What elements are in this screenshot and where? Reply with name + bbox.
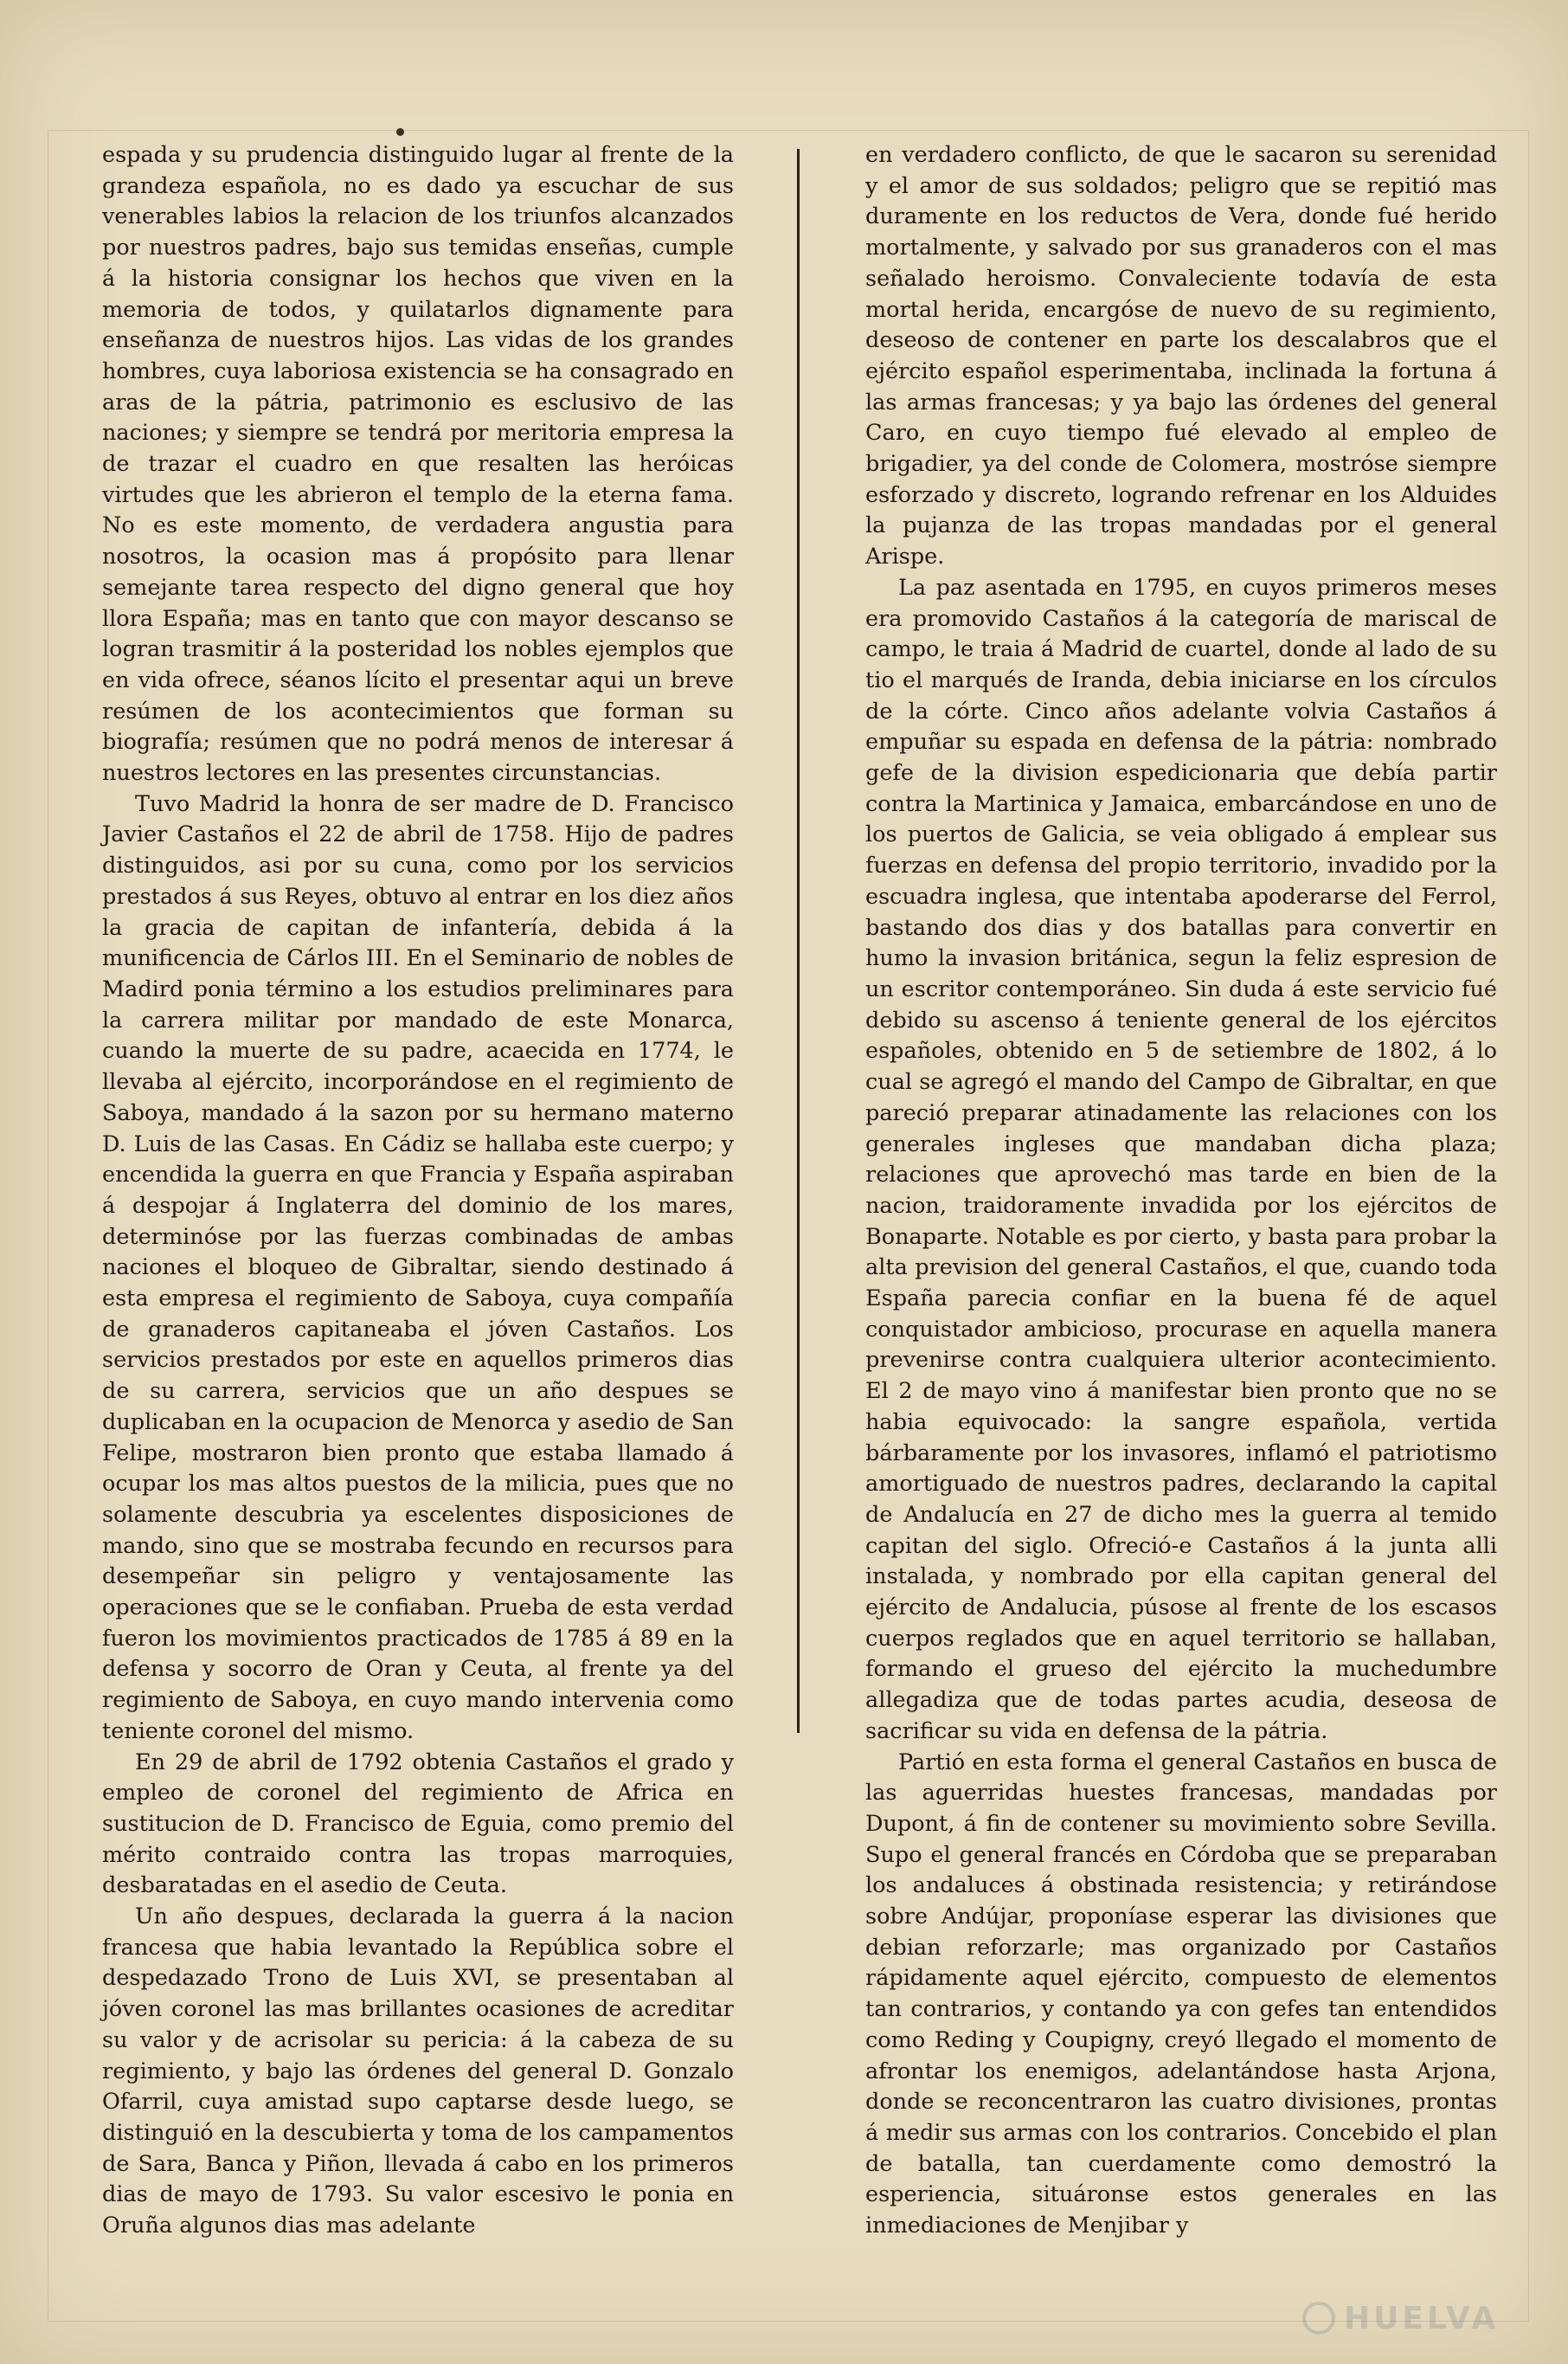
watermark-logo-icon: [1302, 2302, 1335, 2335]
paragraph-birth: Tuvo Madrid la honra de ser madre de D. Francisco Javier Castaños el 22 de abril de 1758. Hijo de padres distinguidos, asi por su cuna, como por los servicios prestados á sus Reyes, obtuvo al entrar en los diez años la gracia de capitan de infantería, debida á la munificencia de Cárlos III. En el Seminario de nobles de Madird ponia término a los estudios preliminares para la carrera militar por mandado de este Monarca, cuando la muerte de su padre, acaecida en 1774, le llevaba al ejército, incorporándose en el regimiento de Saboya, mandado á la sazon por su hermano materno D. Luis de las Casas. En Cádiz se hallaba este cuerpo; y encendida la guerra en que Francia y España aspiraban á despojar á Inglaterra del dominio de los mares, determinóse por las fuerzas combinadas de ambas naciones el bloqueo de Gibraltar, siendo destinado á esta empresa el regimiento de Saboya, cuya compañía de granaderos capitaneaba el jóven Castaños. Los servicios prestados por este en aquellos primeros dias de su carrera, servicios que un año despues se duplicaban en la ocupacion de Menorca y asedio de San Felipe, mostraron bien pronto que estaba llamado á ocupar los mas altos puestos de la milicia, pues que no solamente descubria ya escelentes disposiciones de mando, sino que se mostraba fecundo en recursos para desempeñar sin peligro y ventajosamente las operaciones que se le confiaban. Prueba de esta verdad fueron los movimientos practicados de 1785 á 89 en la defensa y socorro de Oran y Ceuta, al frente ya del regimiento de Saboya, en cuyo mando intervenia como teniente coronel del mismo.: [102, 790, 734, 1744]
ink-speck: [396, 128, 404, 136]
paragraph-campaign: Partió en esta forma el general Castaños en busca de las aguerridas huestes francesas, mandadas por Dupont, á fin de contener su movimiento sobre Sevilla. Supo el general francés en Córdoba que se preparaban los andaluces á obstinada resistencia; y retirándose sobre Andújar, proponíase esperar las divisiones que debian reforzarle; mas organizado por Castaños rápidamente aquel ejército, compuesto de elementos tan contrarios, y contando ya con gefes tan entendidos como Reding y Coupigny, creyó llegado el momento de afrontar los enemigos, adelantándose hasta Arjona, donde se reconcentraron las cuatro divisiones, prontas á medir sus armas con los contrarios. Concebido el plan de batalla, tan cuerdamente como demostró la esperiencia, situáronse estos generales en las inmediaciones de Menjibar y: [865, 1749, 1497, 2239]
column-divider: [797, 149, 800, 1733]
paragraph-1795: La paz asentada en 1795, en cuyos primeros meses era promovido Castaños á la categoría de mariscal de campo, le traia á Madrid de cuartel, donde al lado de su tio el marqués de Iranda, debia iniciarse en los círculos de la córte. Cinco años adelante volvia Castaños á empuñar su espada en defensa de la pátria: nombrado gefe de la division espedicionaria que debía partir contra la Martinica y Jamaica, embarcándose en uno de los puertos de Galicia, se veia obligado á emplear sus fuerzas en defensa del propio territorio, invadido por la escuadra inglesa, que intentaba apoderarse del Ferrol, bastando dos dias y dos batallas para convertir en humo la invasion británica, segun la feliz espresion de un escritor contemporáneo. Sin duda á este servicio fué debido su ascenso á teniente general de los ejércitos españoles, obtenido en 5 de setiembre de 1802, á lo cual se agregó el mando del Campo de Gibraltar, en que pareció preparar atinadamente las relaciones con los generales ingleses que mandaban dicha plaza; relaciones que aprovechó mas tarde en bien de la nacion, traidoramente invadida por los ejércitos de Bonaparte. Notable es por cierto, y basta para probar la alta prevision del general Castaños, el que, cuando toda España parecia confiar en la buena fé de aquel conquistador ambicioso, procurase en aquella manera prevenirse contra cualquiera ulterior acontecimiento. El 2 de mayo vino á manifestar bien pronto que no se habia equivocado: la sangre española, vertida bárbaramente por los invasores, inflamó el patriotismo amortiguado de nuestros padres, declarando la capital de Andalucía en 27 de dicho mes la guerra al temido capitan del siglo. Ofreció-e Castaños á la junta alli instalada, y nombrado por ella capitan general del ejército de Andalucia, púsose al frente de los escasos cuerpos reglados que en aquel territorio se hallaban, formando el grueso del ejército la muchedumbre allegadiza que de todas partes acudia, deseosa de sacrificar su vida en defensa de la pátria.: [865, 574, 1497, 1744]
paragraph-1792: En 29 de abril de 1792 obtenia Castaños el grado y empleo de coronel del regimiento de Africa en sustitucion de D. Francisco de Eguia, como premio del mérito contraido contra las tropas marroquies, desbaratadas en el asedio de Ceuta.: [102, 1749, 734, 1899]
paragraph-1793: Un año despues, declarada la guerra á la nacion francesa que habia levantado la República sobre el despedazado Trono de Luis XVI, se presentaban al jóven coronel las mas brillantes ocasiones de acreditar su valor y de acrisolar su pericia: á la cabeza de su regimiento, y bajo las órdenes del general D. Gonzalo Ofarril, cuya amistad supo captarse desde luego, se distinguió en la descubierta y toma de los campamentos de Sara, Banca y Piñon, llevada á cabo en los primeros dias de mayo de 1793. Su valor escesivo le ponia en Oruña algunos dias mas adelante: [102, 1903, 734, 2239]
right-column: [865, 140, 1497, 2242]
watermark-label: HUELVA: [1344, 2300, 1500, 2336]
paragraph-conflict: en verdadero conflicto, de que le sacaron su serenidad y el amor de sus soldados; peligro que se repitió mas duramente en los reductos de Vera, donde fué herido mortalmente, y salvado por sus granaderos con el mas señalado heroismo. Convaleciente todavía de esta mortal herida, encargóse de nuevo de su regimiento, deseoso de contener en parte los descalabros que el ejército español esperimentaba, inclinada la fortuna á las armas francesas; y ya bajo las órdenes del general Caro, en cuyo tiempo fué elevado al empleo de brigadier, ya del conde de Colomera, mostróse siempre esforzado y discreto, logrando refrenar en los Alduides la pujanza de las tropas mandadas por el general Arispe.: [865, 142, 1497, 570]
paragraph-intro: espada y su prudencia distinguido lugar al frente de la grandeza española, no es dado ya escuchar de sus venerables labios la relacion de los triunfos alcanzados por nuestros padres, bajo sus temidas enseñas, cumple á la historia consignar los hechos que viven en la memoria de todos, y quilatarlos dignamente para enseñanza de nuestros hijos. Las vidas de los grandes hombres, cuya laboriosa existencia se ha consagrado en aras de la pátria, patrimonio es esclusivo de las naciones; y siempre se tendrá por meritoria empresa la de trazar el cuadro en que resalten las heróicas virtudes que les abrieron el templo de la eterna fama. No es este momento, de verdadera angustia para nosotros, la ocasion mas á propósito para llenar semejante tarea respecto del digno general que hoy llora España; mas en tanto que con mayor descanso se logran trasmitir á la posteridad los nobles ejemplos que en vida ofrece, séanos lícito el presentar aqui un breve resúmen de los acontecimientos que forman su biografía; resúmen que no podrá menos de interesar á nuestros lectores en las presentes circunstancias.: [102, 142, 734, 787]
archive-watermark: [1302, 2298, 1501, 2338]
left-column: [102, 140, 734, 2242]
